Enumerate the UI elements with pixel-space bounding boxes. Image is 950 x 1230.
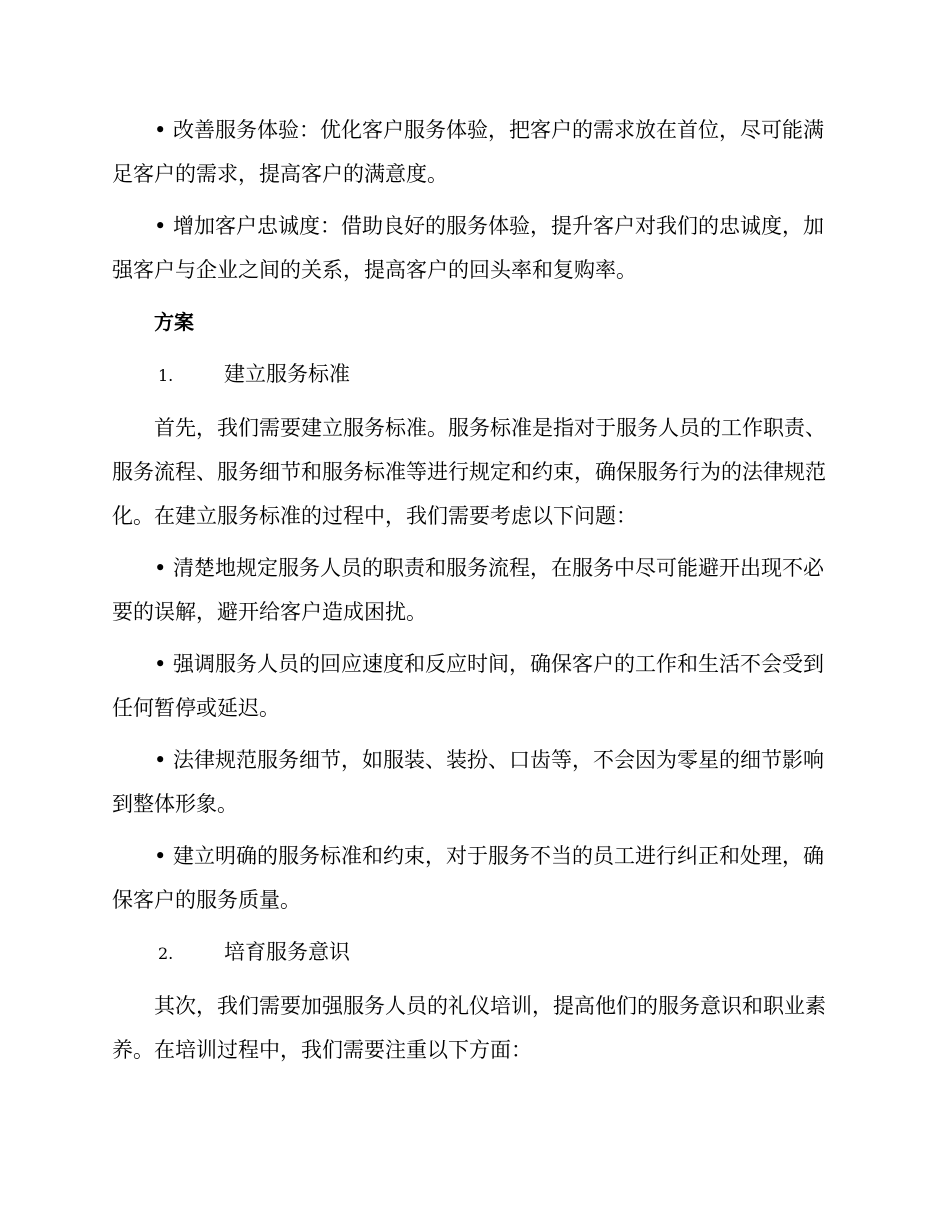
bullet-response-speed: • 强调服务人员的回应速度和反应时间，确保客户的工作和生活不会受到任何暂停或延迟。 (112, 652, 825, 720)
section-heading-plan: 方案 (154, 310, 194, 334)
bullet-define-duties: • 清楚地规定服务人员的职责和服务流程，在服务中尽可能避开出现不必要的误解，避开给客户造成困扰。 (112, 556, 825, 624)
item-number: 2. (158, 944, 174, 963)
numbered-item-2 (112, 930, 832, 976)
bullet-increase-customer-loyalty: • 增加客户忠诚度：借助良好的服务体验，提升客户对我们的忠诚度，加强客户与企业之间的关系，提高客户的回头率和复购率。 (112, 214, 825, 282)
numbered-item-1 (112, 352, 832, 398)
bullet-service-details: • 法律规范服务细节，如服装、装扮、口齿等，不会因为零星的细节影响到整体形象。 (112, 748, 825, 816)
bullet-clear-standards: • 建立明确的服务标准和约束，对于服务不当的员工进行纠正和处理，确保客户的服务质量。 (112, 844, 825, 912)
bullet-improve-service-experience: • 改善服务体验：优化客户服务体验，把客户的需求放在首位，尽可能满足客户的需求，提高客户的满意度。 (112, 118, 825, 186)
document-body (112, 108, 832, 1072)
item-title: 建立服务标准 (224, 362, 350, 386)
item-title: 培育服务意识 (224, 940, 350, 964)
body-paragraph-service-standards: 首先，我们需要建立服务标准。服务标准是指对于服务人员的工作职责、服务流程、服务细节和服务标准等进行规定和约束，确保服务行为的法律规范化。在建立服务标准的过程中，我们需要考虑以下问题： (112, 416, 826, 528)
item-number: 1. (158, 366, 174, 385)
body-paragraph-service-awareness: 其次，我们需要加强服务人员的礼仪培训，提高他们的服务意识和职业素养。在培训过程中，我们需要注重以下方面： (112, 994, 826, 1062)
